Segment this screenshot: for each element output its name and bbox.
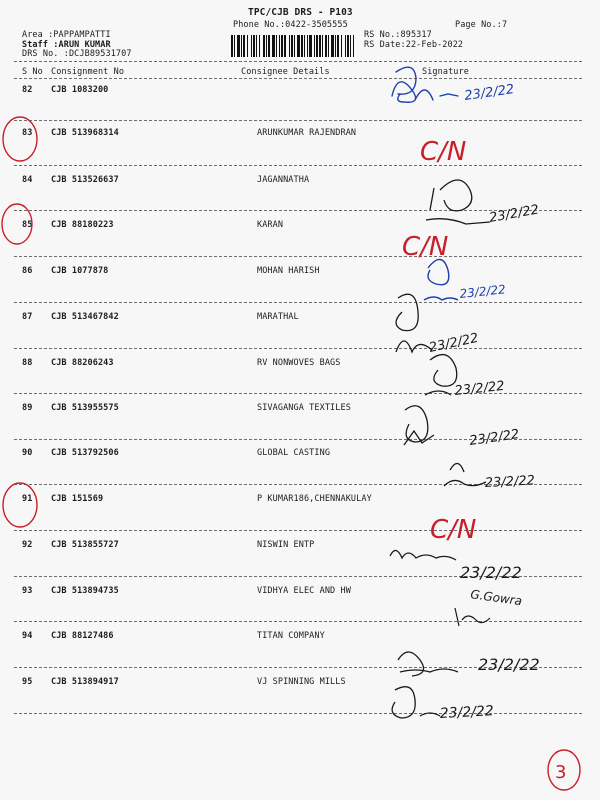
row-sno: 93 bbox=[22, 586, 33, 596]
row-sno: 88 bbox=[22, 358, 33, 368]
phone-number: Phone No.:0422-3505555 bbox=[233, 20, 348, 30]
handwritten-date: 23/2/22 bbox=[427, 330, 480, 356]
signature-row-84 bbox=[426, 180, 490, 224]
handwritten-cin: C/N bbox=[420, 137, 467, 167]
row-consignment-no: CJB 513955575 bbox=[51, 403, 119, 413]
signature-row-88 bbox=[425, 355, 457, 395]
row-sno: 82 bbox=[22, 85, 33, 95]
sheet-title: TPC/CJB DRS - P103 bbox=[248, 7, 353, 18]
column-header-sno: S No bbox=[22, 67, 43, 77]
signature-row-93 bbox=[455, 608, 490, 626]
signature-row-92 bbox=[390, 550, 456, 560]
signature-row-90 bbox=[444, 463, 486, 486]
red-circle-mark bbox=[2, 204, 32, 244]
handwritten-date: 23/2/22 bbox=[453, 378, 506, 399]
drs-number: DRS No. :DCJB89531707 bbox=[22, 49, 132, 59]
handwritten-name: G.Gowra bbox=[469, 587, 523, 609]
row-sno: 85 bbox=[22, 220, 33, 230]
page-number: Page No.:7 bbox=[455, 20, 508, 30]
row-consignee: VIDHYA ELEC AND HW bbox=[257, 586, 351, 596]
row-sno: 83 bbox=[22, 128, 33, 138]
row-consignee: NISWIN ENTP bbox=[257, 540, 315, 550]
signature-row-82 bbox=[392, 67, 458, 102]
signature-row-86 bbox=[424, 259, 458, 300]
row-consignment-no: CJB 1083200 bbox=[51, 85, 109, 95]
rs-date: RS Date:22-Feb-2022 bbox=[364, 40, 464, 50]
row-consignee: GLOBAL CASTING bbox=[257, 448, 331, 458]
row-consignment-no: CJB 513855727 bbox=[51, 540, 119, 550]
row-consignment-no: CJB 513894735 bbox=[51, 586, 119, 596]
handwritten-date: 23/2/22 bbox=[478, 655, 540, 674]
row-consignment-no: CJB 151569 bbox=[51, 494, 104, 504]
handwritten-date: 23/2/22 bbox=[439, 703, 495, 722]
row-consignee: TITAN COMPANY bbox=[257, 631, 325, 641]
column-header-consignment: Consignment No bbox=[51, 67, 125, 77]
signature-row-94 bbox=[398, 652, 458, 676]
rs-number: RS No.:895317 bbox=[364, 30, 432, 40]
row-consignee: JAGANNATHA bbox=[257, 175, 310, 185]
row-consignee: KARAN bbox=[257, 220, 284, 230]
row-consignment-no: CJB 513894917 bbox=[51, 677, 119, 687]
handwritten-date: 23/2/22 bbox=[460, 563, 522, 582]
row-consignee: ARUNKUMAR RAJENDRAN bbox=[257, 128, 357, 138]
row-sno: 90 bbox=[22, 448, 33, 458]
area-field: Area :PAPPAMPATTI bbox=[22, 30, 111, 40]
column-header-signature: Signature bbox=[422, 67, 469, 77]
row-sno: 89 bbox=[22, 403, 33, 413]
handwritten-date: 23/2/22 bbox=[463, 82, 516, 104]
handwritten-page-count: 3 bbox=[555, 762, 567, 783]
handwritten-cin: C/N bbox=[430, 515, 477, 545]
row-consignment-no: CJB 513467842 bbox=[51, 312, 119, 322]
row-consignee: RV NONWOVES BAGS bbox=[257, 358, 341, 368]
row-sno: 94 bbox=[22, 631, 33, 641]
row-consignee: VJ SPINNING MILLS bbox=[257, 677, 346, 687]
row-sno: 84 bbox=[22, 175, 33, 185]
row-sno: 92 bbox=[22, 540, 33, 550]
row-consignee: MARATHAL bbox=[257, 312, 299, 322]
signature-row-89 bbox=[404, 406, 434, 445]
red-circle-mark bbox=[3, 483, 37, 527]
row-consignment-no: CJB 1077878 bbox=[51, 266, 109, 276]
handwritten-date: 23/2/22 bbox=[484, 473, 536, 491]
row-consignee: P KUMAR186,CHENNAKULAY bbox=[257, 494, 372, 504]
row-consignment-no: CJB 513968314 bbox=[51, 128, 119, 138]
row-consignment-no: CJB 88206243 bbox=[51, 358, 114, 368]
row-consignment-no: CJB 88127486 bbox=[51, 631, 114, 641]
column-header-consignee: Consignee Details bbox=[241, 67, 330, 77]
row-sno: 86 bbox=[22, 266, 33, 276]
handwritten-date: 23/2/22 bbox=[468, 427, 521, 449]
handwritten-cin: C/N bbox=[402, 232, 449, 262]
row-consignment-no: CJB 88180223 bbox=[51, 220, 114, 230]
handwritten-date: 23/2/22 bbox=[458, 282, 507, 301]
row-consignment-no: CJB 513526637 bbox=[51, 175, 119, 185]
row-consignee: MOHAN HARISH bbox=[257, 266, 320, 276]
handwritten-date: 23/2/22 bbox=[488, 202, 541, 226]
row-consignment-no: CJB 513792506 bbox=[51, 448, 119, 458]
red-circle-mark bbox=[3, 117, 37, 161]
row-sno: 95 bbox=[22, 677, 33, 687]
signature-row-87 bbox=[396, 294, 432, 352]
row-sno: 87 bbox=[22, 312, 33, 322]
row-consignee: SIVAGANGA TEXTILES bbox=[257, 403, 351, 413]
row-sno: 91 bbox=[22, 494, 33, 504]
staff-field: Staff :ARUN KUMAR bbox=[22, 40, 111, 50]
signature-row-95 bbox=[392, 687, 440, 718]
